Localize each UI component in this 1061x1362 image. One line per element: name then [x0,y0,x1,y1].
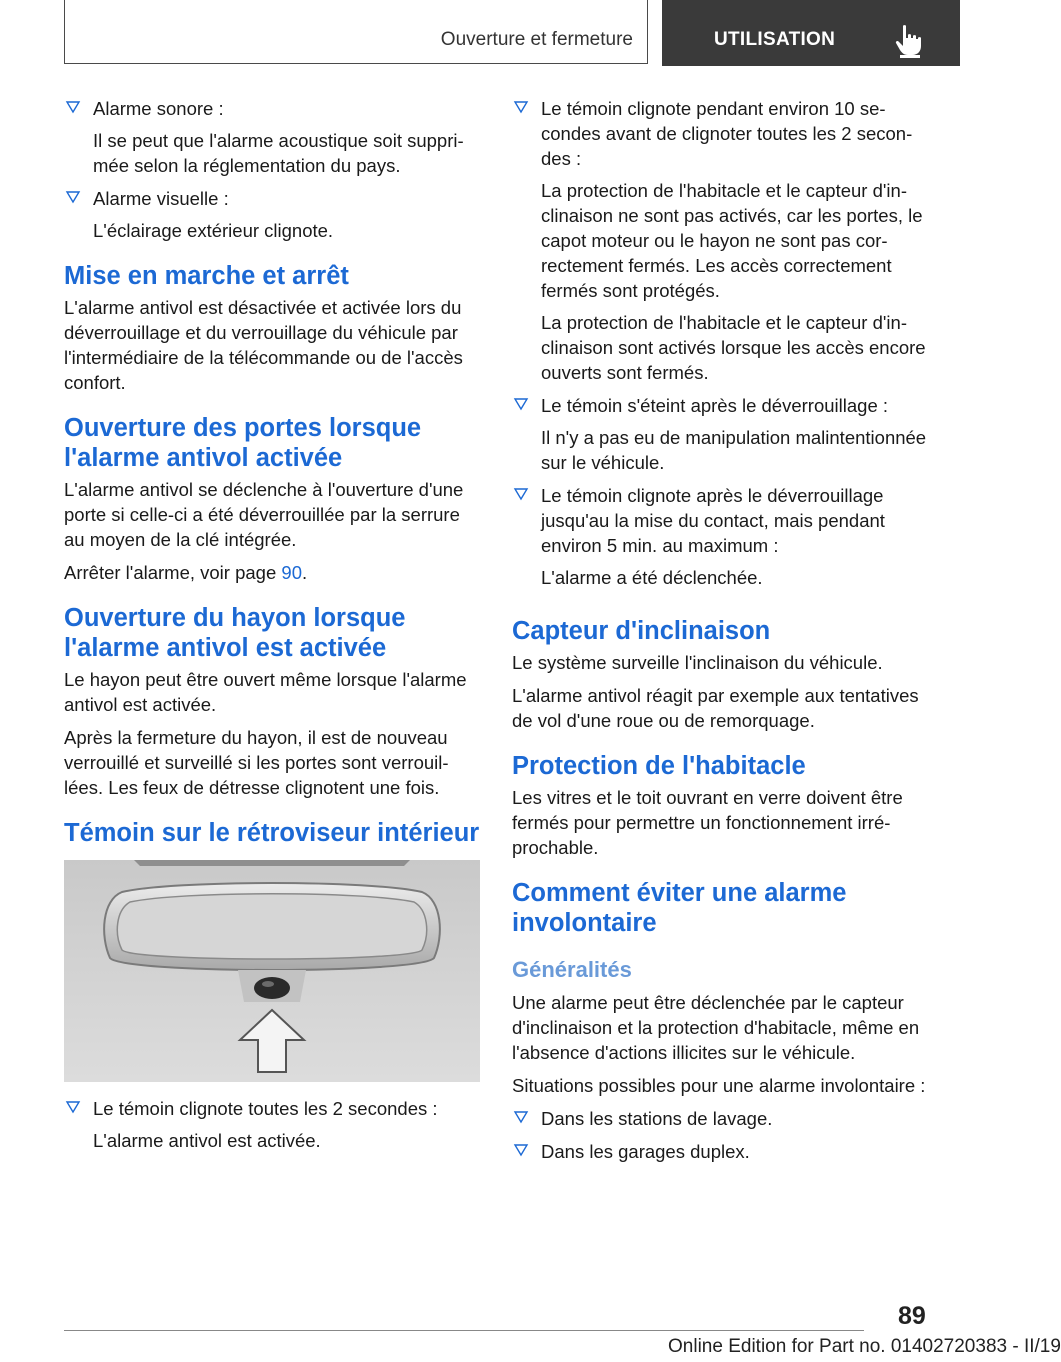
bullet-text: Il n'y a pas eu de manipulation malintentionnée sur le véhicule. [541,427,927,473]
paragraph: Le système surveille l'inclinaison du véhicule. [512,652,883,673]
bullet-title: Le témoin s'éteint après le déverrouillage : [541,395,889,416]
triangle-bullet-icon [514,1110,528,1124]
triangle-bullet-icon [66,190,80,204]
right-column [512,96,932,1172]
list-text: Dans les garages duplex. [541,1141,750,1162]
triangle-bullet-icon [514,397,528,411]
bullet-text: Il se peut que l'alarme acoustique soit supprimée selon la réglementation du pays. [93,130,464,176]
left-column [64,96,480,1161]
triangle-bullet-icon [514,487,528,501]
list-item [512,393,932,475]
subheading-generalites: Généralités [512,957,632,982]
list-text: Dans les stations de lavage. [541,1108,773,1129]
bullet-text: L'éclairage extérieur clignote. [93,220,334,241]
list-item [512,96,932,385]
triangle-bullet-icon [514,100,528,114]
page-number: 89 [898,1302,926,1330]
triangle-bullet-icon [66,100,80,114]
paragraph: L'alarme antivol se déclenche à l'ouverture d'une porte si celle-ci a été déverrouillée par la serrure au moyen de la clé intégrée. [64,479,464,550]
triangle-bullet-icon [66,1100,80,1114]
arreter-text: Arrêter l'alarme, voir page [64,562,282,583]
paragraph-arreter [64,560,480,585]
bullet-text: La protection de l'habitacle et le capteur d'inclinaison ne sont pas activés, car les portes, le capot moteur ou le hayon ne sont pas correctement fermés. Les accès correctement fermés sont protégés. [541,180,923,301]
heading-mise-en-marche: Mise en marche et arrêt [64,262,349,290]
arreter-suffix: . [301,562,308,583]
rearview-mirror-illustration [64,860,480,1082]
bullet-text: La protection de l'habitacle et le capteur d'inclinaison sont activés lorsque les accès encore ouverts sont fermés. [541,312,926,383]
header-chapter-tab[interactable] [662,0,960,66]
list-item [64,1096,480,1153]
footer-divider [64,1330,864,1331]
paragraph: Les vitres et le toit ouvrant en verre doivent être fermés pour permettre un fonctionnement irréprochable. [512,787,903,858]
heading-comment-eviter: Comment éviter une alarme involontaire [512,879,847,937]
paragraph: L'alarme antivol est désactivée et activée lors du déverrouillage et du verrouillage du véhicule par l'intermédiaire de la télécommande ou de l'accès confort. [64,297,463,393]
bullet-title: Le témoin clignote après le déverrouillage jusqu'au la mise du contact, mais pendant environ 5 min. au maximum : [541,485,885,556]
paragraph: L'alarme antivol réagit par exemple aux tentatives de vol d'une roue ou de remorquage. [512,685,919,731]
bullet-title: Le témoin clignote pendant environ 10 secondes avant de clignoter toutes les 2 secondes : [541,98,913,169]
paragraph: Après la fermeture du hayon, il est de nouveau verrouillé et surveillé si les portes sont verrouillées. Les feux de détresse clignotent une fois. [64,727,449,798]
paragraph: Situations possibles pour une alarme involontaire : [512,1075,926,1096]
list-item [512,483,932,590]
bullet-title: Le témoin clignote toutes les 2 secondes : [93,1098,438,1119]
heading-ouverture-hayon: Ouverture du hayon lorsque l'alarme antivol est activée [64,604,406,662]
paragraph: Une alarme peut être déclenchée par le capteur d'inclinaison et la protection d'habitacle, même en l'absence d'actions illicites sur le véhicule. [512,992,920,1063]
bullet-title: Alarme sonore : [93,98,224,119]
list-item [512,1139,932,1164]
header-section-title: Ouverture et fermeture [440,29,633,50]
footer-edition: Online Edition for Part no. 01402720383 - II/19 [668,1336,1061,1357]
bullet-text: L'alarme antivol est activée. [93,1130,321,1151]
heading-temoin-retroviseur: Témoin sur le rétroviseur intérieur [64,819,480,847]
paragraph: Le hayon peut être ouvert même lorsque l'alarme antivol est activée. [64,669,467,715]
heading-capteur-inclinaison: Capteur d'inclinaison [512,617,771,645]
list-item [64,96,480,178]
heading-protection-habitacle: Protection de l'habitacle [512,752,806,780]
list-item [64,186,480,243]
heading-ouverture-portes: Ouverture des portes lorsque l'alarme antivol activée [64,414,422,472]
list-item [512,1106,932,1131]
triangle-bullet-icon [514,1143,528,1157]
bullet-text: L'alarme a été déclenchée. [541,567,763,588]
header-chapter-title: UTILISATION [714,29,836,50]
header-section-box [64,0,648,64]
page-link[interactable]: 90 [281,562,302,583]
pointing-hand-icon [894,24,924,58]
bullet-title: Alarme visuelle : [93,188,229,209]
